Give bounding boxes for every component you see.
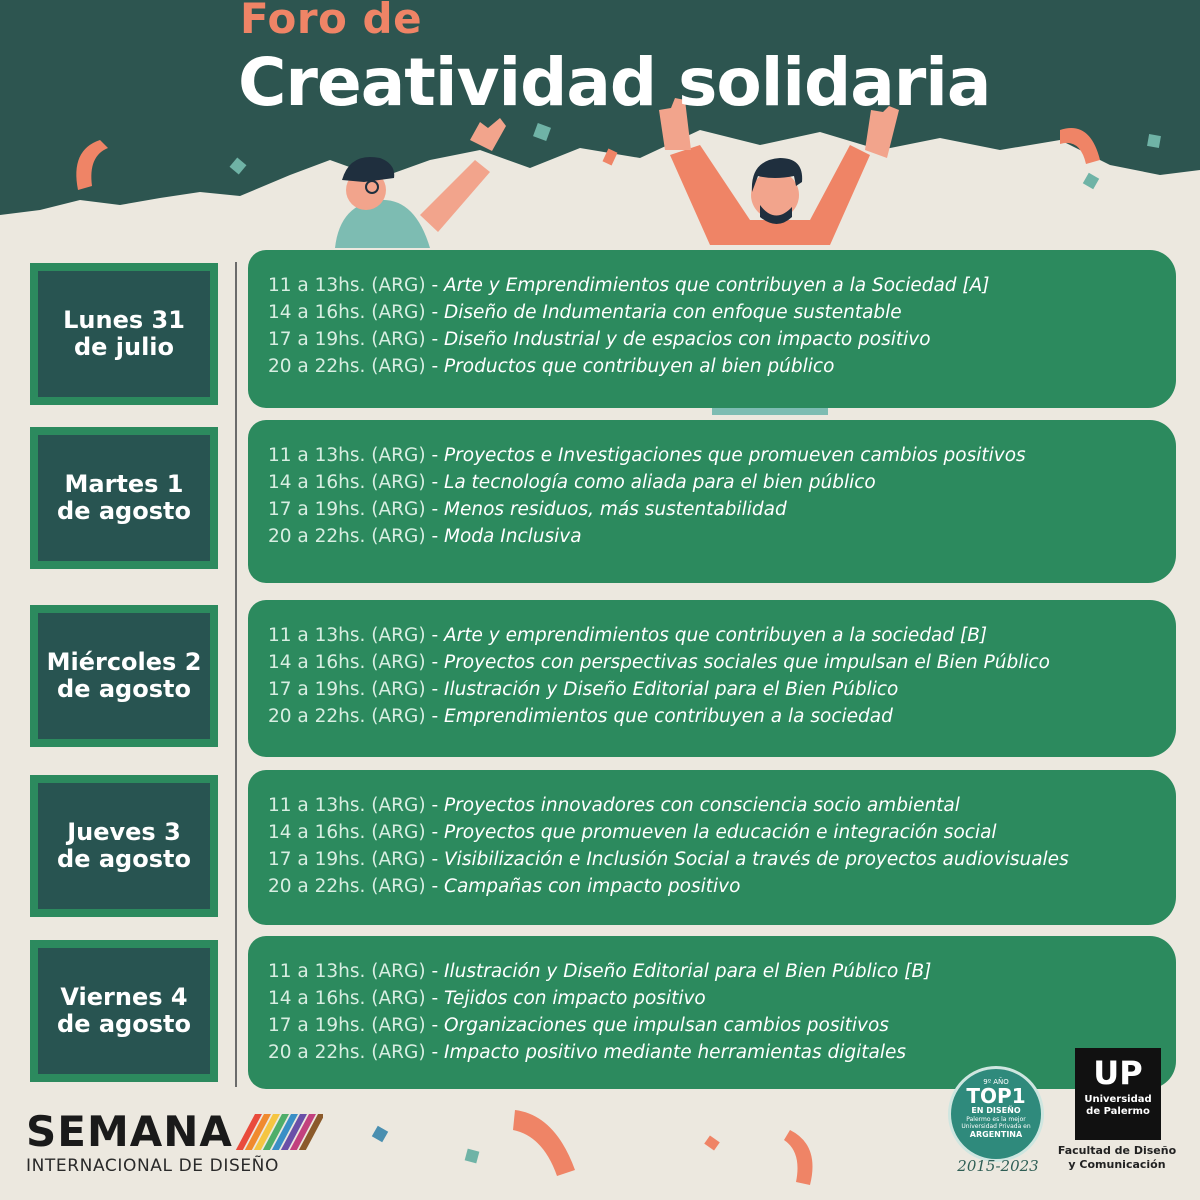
day-box-thursday [30, 775, 218, 917]
session-row: 17 a 19hs. (ARG) - Menos residuos, más sustentabilidad [268, 499, 787, 520]
session-row: 11 a 13hs. (ARG) - Arte y emprendimientos que contribuyen a la sociedad [B] [268, 625, 988, 646]
day-label: Viernes 4 de agosto [57, 983, 191, 1038]
session-row: 17 a 19hs. (ARG) - Ilustración y Diseño Editorial para el Bien Público [268, 679, 899, 700]
session-row: 20 a 22hs. (ARG) - Impacto positivo mediante herramientas digitales [268, 1042, 907, 1063]
up-logo: UP Universidad de Palermo [1075, 1048, 1161, 1140]
day-box-wednesday [30, 605, 218, 747]
confetti-teal [230, 158, 247, 175]
session-row: 20 a 22hs. (ARG) - Productos que contribuyen al bien público [268, 356, 835, 377]
day-box-tuesday [30, 427, 218, 569]
schedule-card-friday [248, 936, 1176, 1089]
session-row: 20 a 22hs. (ARG) - Emprendimientos que contribuyen a la sociedad [268, 706, 893, 727]
session-row: 17 a 19hs. (ARG) - Organizaciones que impulsan cambios positivos [268, 1015, 889, 1036]
day-label: Miércoles 2 de agosto [46, 648, 202, 703]
session-row: 20 a 22hs. (ARG) - Campañas con impacto positivo [268, 876, 741, 897]
confetti-orange [76, 140, 108, 190]
session-row: 14 a 16hs. (ARG) - La tecnología como aliada para el bien público [268, 472, 876, 493]
confetti-teal [1147, 134, 1161, 148]
session-row: 14 a 16hs. (ARG) - Proyectos con perspectivas sociales que impulsan el Bien Público [268, 652, 1051, 673]
schedule-card-wednesday [248, 600, 1176, 757]
schedule-card-monday [248, 250, 1176, 408]
day-box-monday [30, 263, 218, 405]
badge-years: 2015-2023 [957, 1157, 1039, 1175]
semana-stripes-icon [233, 1114, 323, 1150]
title-small: Foro de [240, 0, 423, 43]
session-row: 17 a 19hs. (ARG) - Diseño Industrial y de espacios con impacto positivo [268, 329, 931, 350]
day-label: Jueves 3 de agosto [57, 818, 191, 873]
schedule-card-thursday [248, 770, 1176, 925]
session-row: 11 a 13hs. (ARG) - Proyectos e Investigaciones que promueven cambios positivos [268, 445, 1026, 466]
session-row: 17 a 19hs. (ARG) - Visibilización e Inclusión Social a través de proyectos audiovisuales [268, 849, 1069, 870]
confetti-teal [533, 123, 551, 141]
day-label: Martes 1 de agosto [57, 470, 191, 525]
faculty-label: Facultad de Diseño y Comunicación [1057, 1144, 1177, 1171]
semana-word: SEMANA [26, 1107, 233, 1156]
session-row: 14 a 16hs. (ARG) - Tejidos con impacto positivo [268, 988, 706, 1009]
session-row: 14 a 16hs. (ARG) - Diseño de Indumentaria con enfoque sustentable [268, 302, 902, 323]
top1-badge: 9º AÑO TOP1 EN DISEÑO Palermo es la mejor Universidad Privada en ARGENTINA [948, 1066, 1044, 1162]
semana-subtitle: INTERNACIONAL DE DISEÑO [26, 1156, 279, 1176]
day-box-friday [30, 940, 218, 1082]
session-row: 11 a 13hs. (ARG) - Arte y Emprendimientos que contribuyen a la Sociedad [A] [268, 275, 990, 296]
day-label: Lunes 31 de julio [63, 306, 185, 361]
session-row: 14 a 16hs. (ARG) - Proyectos que promueven la educación e integración social [268, 822, 997, 843]
schedule-card-tuesday [248, 420, 1176, 583]
session-row: 11 a 13hs. (ARG) - Proyectos innovadores con consciencia socio ambiental [268, 795, 960, 816]
session-row: 20 a 22hs. (ARG) - Moda Inclusiva [268, 526, 582, 547]
timeline-divider [235, 262, 237, 1087]
session-row: 11 a 13hs. (ARG) - Ilustración y Diseño Editorial para el Bien Público [B] [268, 961, 932, 982]
title-big: Creatividad solidaria [238, 44, 991, 121]
